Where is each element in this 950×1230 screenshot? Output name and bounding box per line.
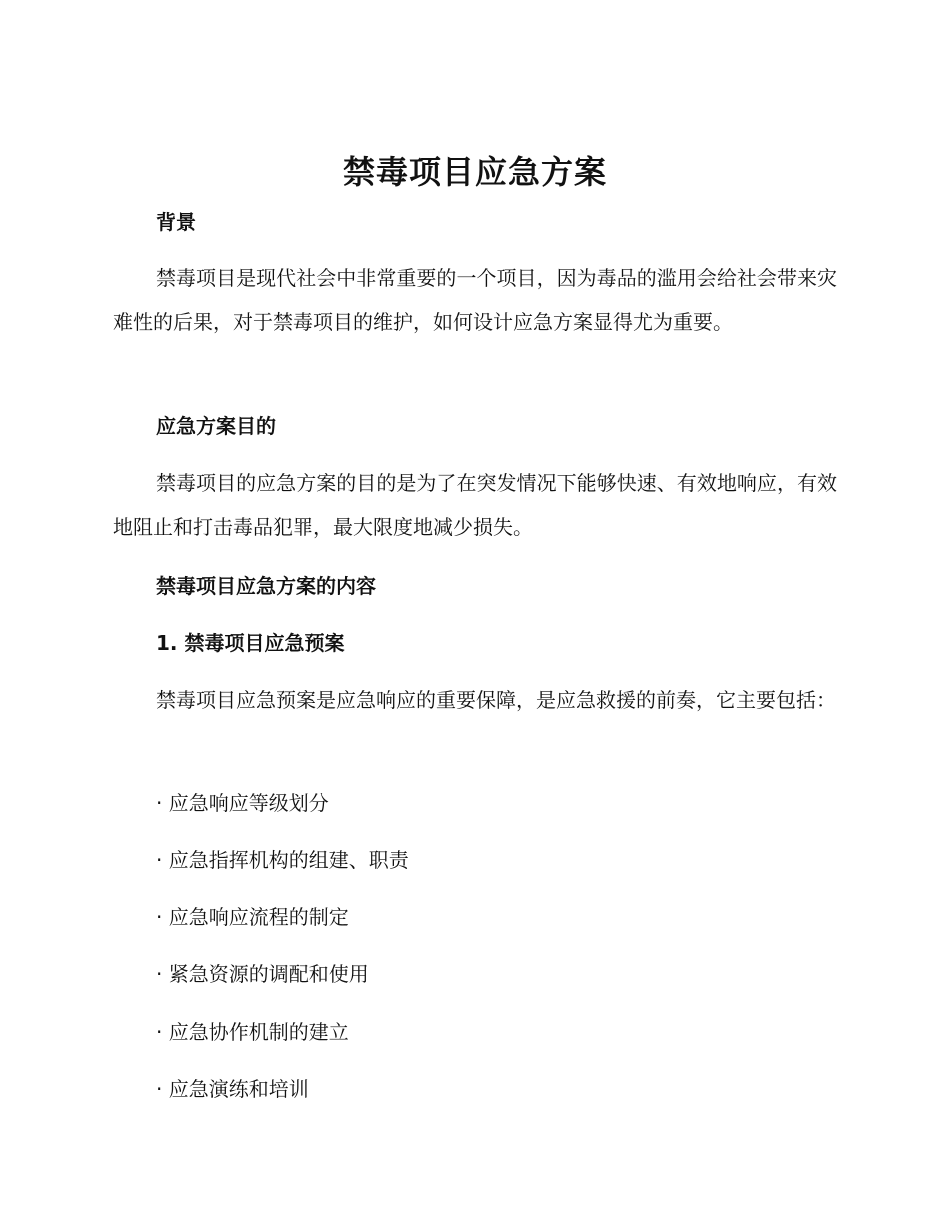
list-item: · 应急演练和培训 xyxy=(156,1077,309,1101)
section-heading-plan: 1. 禁毒项目应急预案 xyxy=(156,631,345,655)
paragraph-plan: 禁毒项目应急预案是应急响应的重要保障，是应急救援的前奏，它主要包括： xyxy=(156,688,836,712)
list-item: · 应急协作机制的建立 xyxy=(156,1020,349,1044)
section-heading-content: 禁毒项目应急方案的内容 xyxy=(156,574,376,598)
section-heading-purpose: 应急方案目的 xyxy=(156,414,276,438)
paragraph-purpose: 禁毒项目的应急方案的目的是为了在突发情况下能够快速、有效地响应，有效地阻止和打击毒品犯罪，最大限度地减少损失。 xyxy=(113,471,837,539)
list-item: · 应急响应等级划分 xyxy=(156,791,329,815)
list-item: · 应急响应流程的制定 xyxy=(156,905,349,929)
document-title: 禁毒项目应急方案 xyxy=(342,153,607,191)
section-heading-background: 背景 xyxy=(156,210,196,234)
paragraph-background: 禁毒项目是现代社会中非常重要的一个项目，因为毒品的滥用会给社会带来灾难性的后果，对于禁毒项目的维护，如何设计应急方案显得尤为重要。 xyxy=(113,266,837,334)
list-item: · 应急指挥机构的组建、职责 xyxy=(156,848,409,872)
list-item: · 紧急资源的调配和使用 xyxy=(156,962,369,986)
